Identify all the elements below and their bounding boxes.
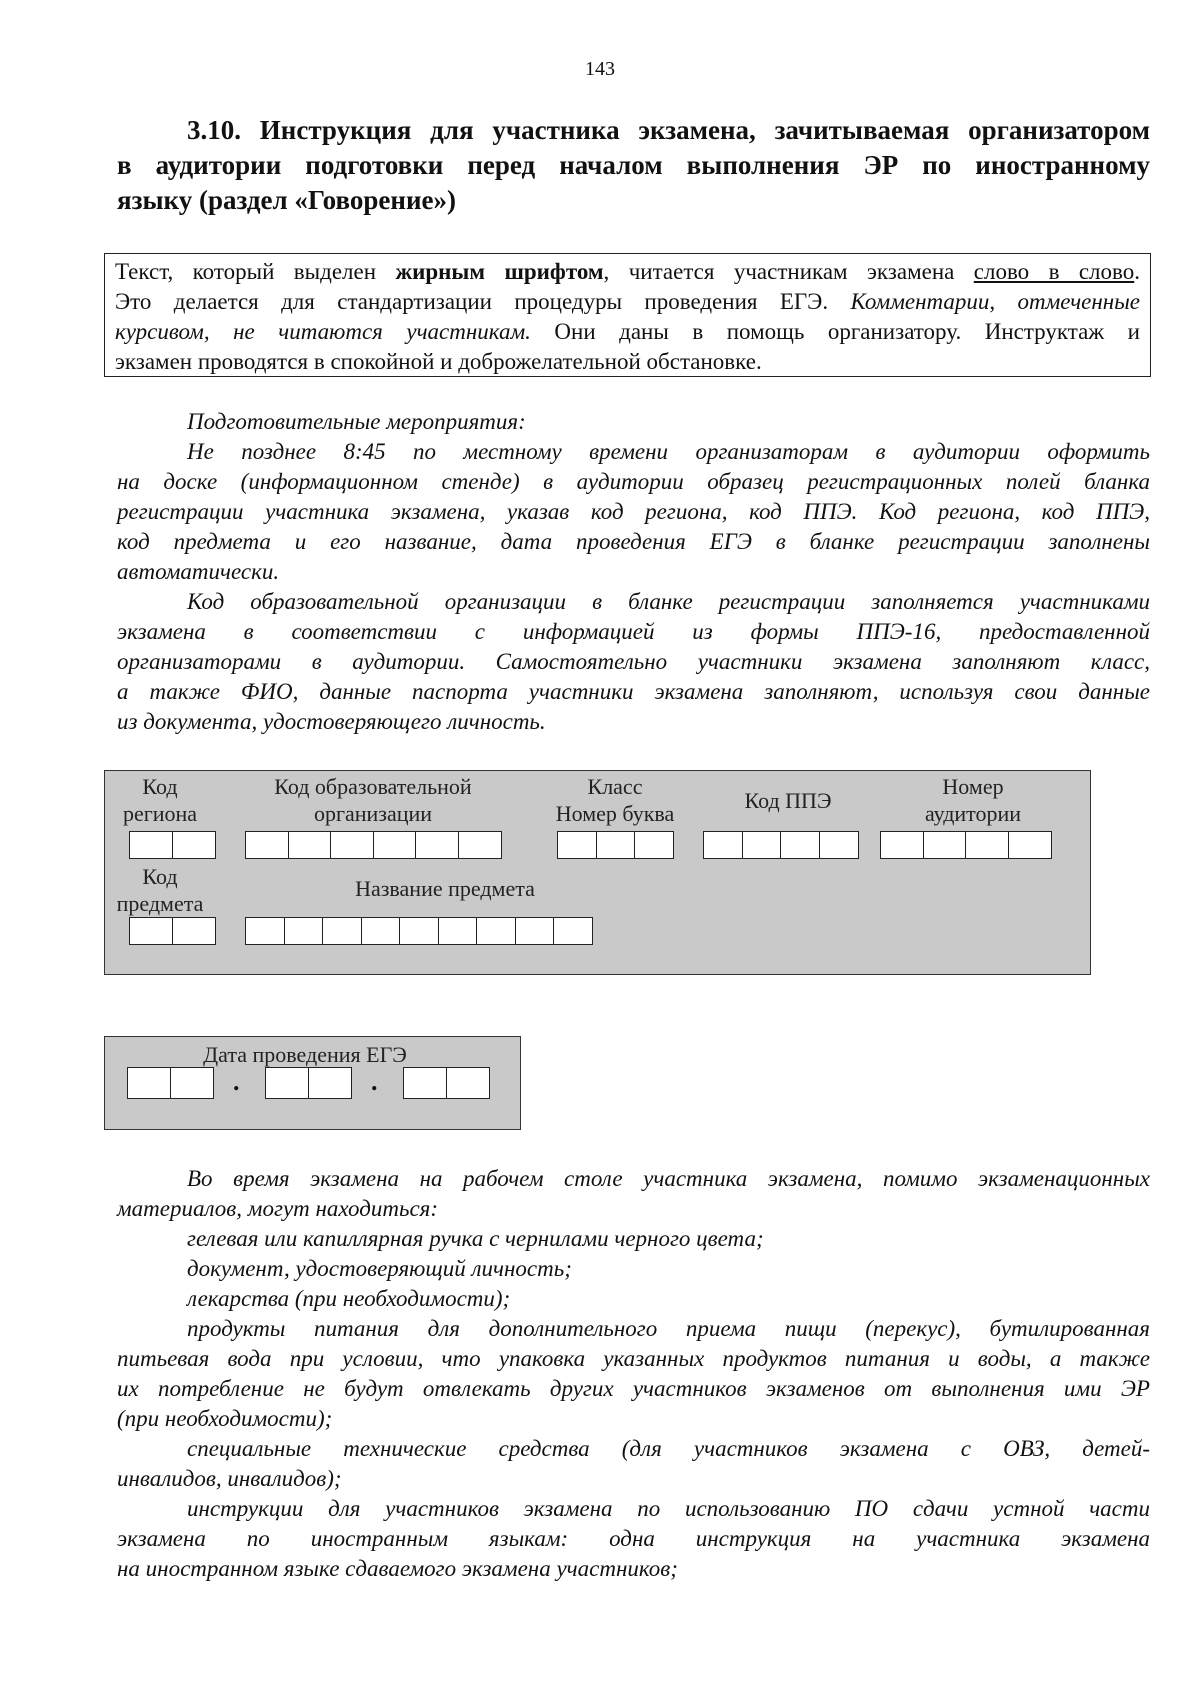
input-cell[interactable] [330,831,374,859]
input-cell[interactable] [288,831,332,859]
subject-name-label: Название предмета [355,876,535,901]
heading-line: языку (раздел «Говорение») [117,185,456,215]
registration-fields-panel [104,770,1091,975]
date-separator: . [233,1067,240,1096]
notice-row [115,317,1140,347]
input-cell[interactable] [129,917,173,945]
input-cell[interactable] [127,1067,171,1099]
input-cell[interactable] [129,831,173,859]
region-code-cells [129,831,214,859]
text-line: из документа, удостоверяющего личность. [117,709,546,734]
org-code-cells [245,831,500,859]
input-cell[interactable] [819,831,859,859]
notice-underlined-text: слово в слово [973,259,1135,284]
subject-code-cells [129,917,214,945]
notice-italic-text: курсивом, не читаются участникам. [115,319,531,344]
page-number: 143 [585,58,615,80]
exam-date-panel [104,1036,521,1130]
input-cell[interactable] [596,831,636,859]
text-line: их потребление не будут отвлекать других участников экзаменов от выполнения ими ЭР [117,1376,1150,1401]
notice-text: Текст, который выделен [115,259,396,284]
input-cell[interactable] [780,831,820,859]
exam-date-label: Дата проведения ЕГЭ [203,1042,407,1067]
input-cell[interactable] [1008,831,1052,859]
input-cell[interactable] [923,831,967,859]
list-item: продукты питания для дополнительного приема пищи (перекус), бутилированная [187,1316,1150,1341]
text-line: Код образовательной организации в бланке регистрации заполняется участниками [187,589,1150,614]
ppe-code-label: Код ППЭ [744,788,832,813]
date-separator: . [371,1067,378,1096]
text-line: на доске (информационном стенде) в аудитории образец регистрационных полей бланка [117,469,1150,494]
input-cell[interactable] [373,831,417,859]
date-year-cells [403,1067,488,1099]
text-line: а также ФИО, данные паспорта участники экзамена заполняют, используя свои данные [117,679,1150,704]
text-line: (при необходимости); [117,1406,333,1431]
subject-code-label: Код предмета [116,864,204,916]
input-cell[interactable] [170,1067,214,1099]
date-day-cells [127,1067,212,1099]
input-cell[interactable] [399,917,439,945]
input-cell[interactable] [172,917,216,945]
input-cell[interactable] [446,1067,490,1099]
input-cell[interactable] [880,831,924,859]
list-item: гелевая или капиллярная ручка с чернилами черного цвета; [187,1226,764,1251]
list-item: документ, удостоверяющий личность; [187,1256,572,1281]
notice-italic-text: Комментарии, отмеченные [850,289,1140,314]
class-label: Класс Номер буква [555,774,675,826]
text-line: регистрации участника экзамена, указав код региона, код ППЭ. Код региона, код ППЭ, [117,499,1150,524]
input-cell[interactable] [515,917,555,945]
text-line: Во время экзамена на рабочем столе участника экзамена, помимо экзаменационных [187,1166,1150,1191]
heading-line: 3.10. Инструкция для участника экзамена, зачитываемая организатором [187,115,1150,145]
notice-row [115,257,1140,287]
text-line: код предмета и его название, дата проведения ЕГЭ в бланке регистрации заполнены [117,529,1150,554]
input-cell[interactable] [458,831,502,859]
text-line: экзамена по иностранным языкам: одна инструкция на участника экзамена [117,1526,1150,1551]
input-cell[interactable] [245,917,285,945]
input-cell[interactable] [415,831,459,859]
text-line: Не позднее 8:45 по местному времени организаторам в аудитории оформить [187,439,1150,464]
text-line: экзамена в соответствии с информацией из формы ППЭ-16, предоставленной [117,619,1150,644]
notice-box [104,253,1151,377]
input-cell[interactable] [438,917,478,945]
subject-name-cells [245,917,592,945]
room-number-cells [880,831,1050,859]
text-line: питьевая вода при условии, что упаковка указанных продуктов питания и воды, а также [117,1346,1150,1371]
preparation-title: Подготовительные мероприятия: [187,409,526,434]
date-month-cells [265,1067,350,1099]
notice-row: экзамен проводятся в спокойной и доброжелательной обстановке. [115,349,762,374]
notice-text: Они даны в помощь организатору. Инструктаж и [530,319,1140,344]
input-cell[interactable] [245,831,289,859]
input-cell[interactable] [322,917,362,945]
input-cell[interactable] [265,1067,309,1099]
input-cell[interactable] [403,1067,447,1099]
input-cell[interactable] [361,917,401,945]
heading-line: в аудитории подготовки перед началом выполнения ЭР по иностранному [117,150,1150,180]
input-cell[interactable] [553,917,593,945]
notice-bold-text: жирным шрифтом [395,259,604,284]
list-item: инструкции для участников экзамена по использованию ПО сдачи устной части [187,1496,1150,1521]
text-line: на иностранном языке сдаваемого экзамена участников; [117,1556,678,1581]
org-code-label: Код образовательной организации [274,774,472,826]
ppe-code-cells [703,831,857,859]
input-cell[interactable] [965,831,1009,859]
text-line: материалов, могут находиться: [117,1196,439,1221]
class-cells [557,831,673,859]
list-item: лекарства (при необходимости); [187,1286,511,1311]
notice-text: . [1134,259,1140,284]
text-line: организаторами в аудитории. Самостоятельно участники экзамена заполняют класс, [117,649,1150,674]
notice-row [115,287,1140,317]
section-heading [117,113,1150,218]
input-cell[interactable] [742,831,782,859]
notice-text: Это делается для стандартизации процедуры проведения ЕГЭ. [115,289,851,314]
list-item: специальные технические средства (для участников экзамена с ОВЗ, детей- [187,1436,1150,1461]
input-cell[interactable] [557,831,597,859]
input-cell[interactable] [308,1067,352,1099]
text-line: инвалидов, инвалидов); [117,1466,342,1491]
text-line: автоматически. [117,559,280,584]
input-cell[interactable] [284,917,324,945]
notice-text: , читается участникам экзамена [603,259,974,284]
room-number-label: Номер аудитории [924,774,1022,826]
input-cell[interactable] [172,831,216,859]
input-cell[interactable] [703,831,743,859]
input-cell[interactable] [476,917,516,945]
exam-materials-section [117,1164,1150,1584]
preparation-section [117,407,1150,737]
input-cell[interactable] [634,831,674,859]
region-code-label: Код региона [122,774,198,826]
